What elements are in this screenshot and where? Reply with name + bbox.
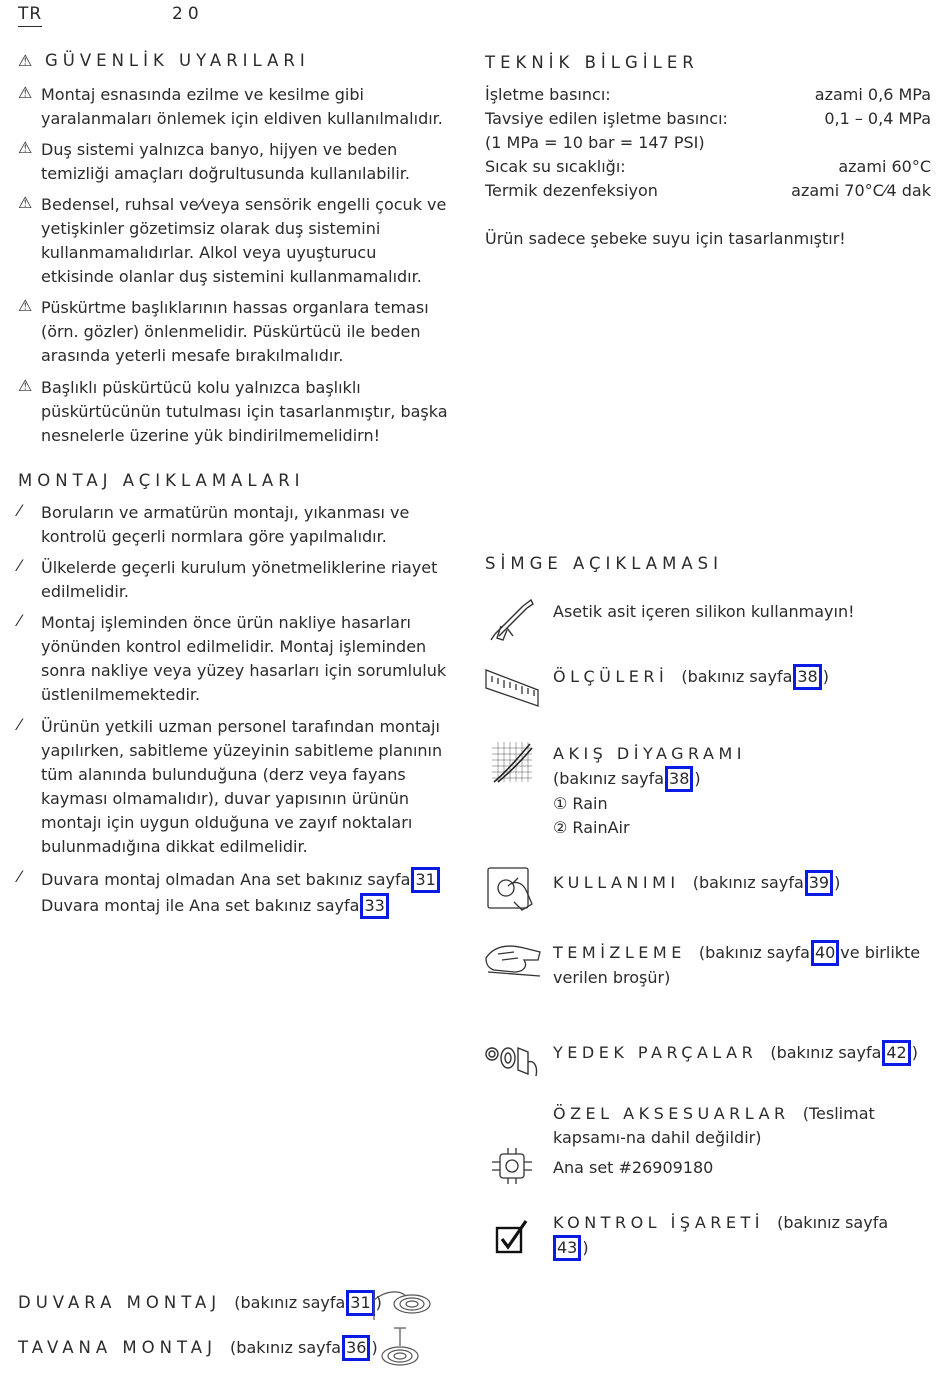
list-item: ⁄ Ürünün yetkili uzman personel tarafından montajı yapılırken, sabitleme yüzeyinin sabitleme planının tüm alanında bulunduğuna (derz veya fayans kayması olmamalıdır), duvar yapısının ürünün montajı için uygun olduğuna ve zayıf noktaları bulunmadığına dikkat edilmelidir. bbox=[18, 715, 443, 856]
check-label: KONTROL İŞARETİ (bakınız sayfa 43 ) bbox=[553, 1211, 913, 1261]
base-set-text: Ana set #26909180 bbox=[553, 1158, 714, 1177]
cleaning-hand-icon bbox=[484, 938, 544, 980]
operation-label: KULLANIMI (bakınız sayfa 39 ) bbox=[553, 870, 840, 896]
technical-table bbox=[485, 83, 931, 203]
table-row: İşletme basıncı: azami 0,6 MPa bbox=[485, 85, 931, 104]
wall-shower-icon bbox=[370, 1282, 432, 1322]
list-item: ⁄ Boruların ve armatürün montajı, yıkanması ve kontrolü geçerli normlara göre yapılmalıdır. bbox=[18, 501, 410, 546]
accessories-block: ÖZEL AKSESUARLAR (Teslimat kapsamı-na dahil değildir) bbox=[553, 1104, 875, 1147]
water-note: Ürün sadece şebeke suyu için tasarlanmıştır! bbox=[485, 229, 846, 248]
page-link-36[interactable]: 36 bbox=[342, 1335, 370, 1361]
table-row: Sıcak su sıcaklığı: azami 60°C bbox=[485, 157, 931, 176]
bullet: ⁄ bbox=[18, 556, 21, 575]
bullet: ⁄ bbox=[18, 715, 21, 734]
safety-item: ⚠ Duş sistemi yalnızca banyo, hijyen ve beden temizliği amaçları doğrultusunda kullanılabilir. bbox=[18, 138, 410, 183]
ceiling-mounting-label: TAVANA MONTAJ (bakınız sayfa 36 ) bbox=[18, 1335, 378, 1361]
list-item: ⁄ Montaj işleminden önce ürün nakliye hasarları yönünden kontrol edilmelidir. Montaj işleminden sonra nakliye veya yüzey hasarları için sorumluluk üstlenilmemektedir. bbox=[18, 611, 447, 704]
table-row: Tavsiye edilen işletme basıncı: 0,1 – 0,4 MPa bbox=[485, 109, 931, 128]
spare-parts-label: YEDEK PARÇALAR (bakınız sayfa 42 ) bbox=[553, 1040, 918, 1066]
flow-diagram-icon bbox=[492, 742, 534, 784]
wall-mounting-label: DUVARA MONTAJ (bakınız sayfa 31 ) bbox=[18, 1290, 382, 1316]
flow-diagram-block: AKIŞ DİYAGRAMI (bakınız sayfa 38 ) ① Rain ② RainAir bbox=[553, 744, 746, 837]
page-number: 20 bbox=[172, 4, 204, 24]
page-link-33[interactable]: 33 bbox=[360, 893, 388, 919]
bullet: ⁄ bbox=[18, 867, 21, 886]
safety-section bbox=[18, 50, 468, 445]
hand-operation-icon bbox=[486, 864, 536, 912]
table-row: Termik dezenfeksiyon azami 70°C⁄4 dak bbox=[485, 181, 931, 200]
bullet: ⁄ bbox=[18, 501, 21, 520]
ceiling-shower-icon bbox=[380, 1326, 422, 1370]
cleaning-label: TEMİZLEME (bakınız sayfa 40 ve birlikte verilen broşür) bbox=[553, 940, 938, 990]
page-link-43[interactable]: 43 bbox=[553, 1235, 581, 1261]
silicone-gun-icon bbox=[487, 596, 537, 644]
spare-parts-icon bbox=[484, 1040, 542, 1080]
page-link-38[interactable]: 38 bbox=[665, 766, 693, 792]
safety-item: ⚠ Bedensel, ruhsal ve⁄veya sensörik engelli çocuk ve yetişkinler gözetimsiz olarak duş sistemini kullanmamalıdırlar. Alkol veya uyuşturucu etkisinde olanlar duş sistemini kullanmamalıdır. bbox=[18, 193, 447, 286]
warning-icon: ⚠ bbox=[18, 51, 33, 70]
safety-item: ⚠ Başlıklı püskürtücü kolu yalnızca başlıklı püskürtücünün tutulması için tasarlanmıştır, başka nesnelerle üzerine yük bindirilmemelidirn! bbox=[18, 376, 448, 445]
table-row: (1 MPa = 10 bar = 147 PSI) bbox=[485, 133, 705, 152]
safety-title: ⚠ GÜVENLİK UYARILARI bbox=[18, 51, 310, 70]
silicone-text: Asetik asit içeren silikon kullanmayın! bbox=[553, 602, 855, 621]
safety-item: ⚠ Montaj esnasında ezilme ve kesilme gibi yaralanmaları önlemek için eldiven kullanılmalıdır. bbox=[18, 83, 443, 128]
page-link-31[interactable]: 31 bbox=[411, 867, 439, 893]
bullet: ⁄ bbox=[18, 611, 21, 630]
page-link-42[interactable]: 42 bbox=[882, 1040, 910, 1066]
warning-icon: ⚠ bbox=[18, 193, 33, 212]
technical-title: TEKNİK BİLGİLER bbox=[485, 53, 699, 72]
list-item: ⁄ Duvara montaj olmadan Ana set bakınız sayfa 31 Duvara montaj ile Ana set bakınız sayfa 33 bbox=[18, 867, 471, 919]
safety-item: ⚠ Püskürtme başlıklarının hassas organlara teması (örn. gözler) önlenmelidir. Püskürtücü ile beden arasında yeterli mesafe bırakılmalıdır. bbox=[18, 296, 429, 365]
checkbox-checked-icon bbox=[494, 1219, 530, 1255]
list-item: ⁄ Ülkelerde geçerli kurulum yönetmeliklerine riayet edilmelidir. bbox=[18, 556, 438, 601]
language-code: TR bbox=[18, 4, 42, 27]
dimensions-label: ÖLÇÜLERİ (bakınız sayfa 38 ) bbox=[553, 664, 829, 690]
ruler-icon bbox=[484, 666, 540, 710]
warning-icon: ⚠ bbox=[18, 296, 33, 315]
page-link-38[interactable]: 38 bbox=[793, 664, 821, 690]
page-link-39[interactable]: 39 bbox=[805, 870, 833, 896]
page-link-40[interactable]: 40 bbox=[811, 940, 839, 966]
warning-icon: ⚠ bbox=[18, 376, 33, 395]
symbols-title: SİMGE AÇIKLAMASI bbox=[485, 554, 723, 573]
page-link-31[interactable]: 31 bbox=[346, 1290, 374, 1316]
base-set-icon bbox=[490, 1146, 534, 1186]
warning-icon: ⚠ bbox=[18, 138, 33, 157]
assembly-title: MONTAJ AÇIKLAMALARI bbox=[18, 471, 305, 490]
warning-icon: ⚠ bbox=[18, 83, 33, 102]
